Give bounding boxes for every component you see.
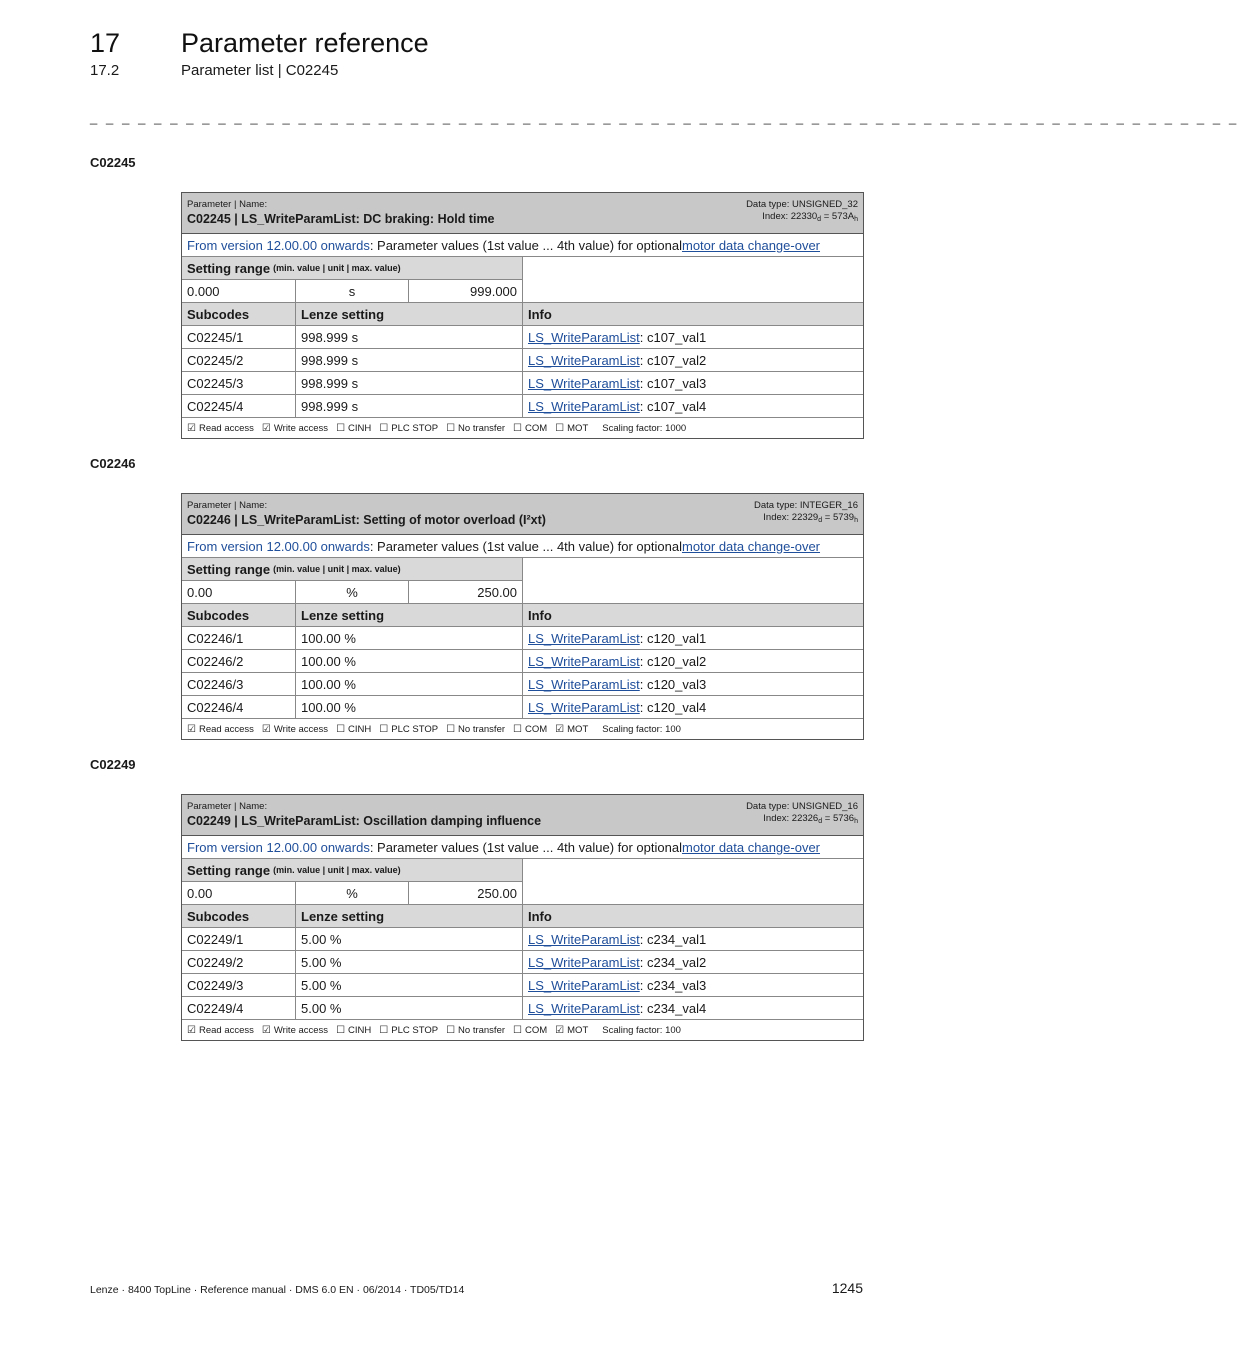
param-name: C02246 | LS_WriteParamList: Setting of motor overload (I²xt) [187, 513, 546, 527]
subcode: C02249/2 [182, 951, 296, 973]
unchecked-box-icon: ☐ [379, 723, 389, 735]
table-row [182, 696, 863, 719]
table-header [182, 193, 863, 234]
unchecked-box-icon: ☐ [513, 422, 522, 434]
info-cell [523, 395, 863, 417]
flag-plc-stop: ☐ PLC STOP [379, 723, 439, 735]
unchecked-box-icon: ☐ [379, 422, 389, 434]
info-text: : c107_val1 [639, 329, 707, 345]
subcode: C02249/4 [182, 997, 296, 1019]
subcode: C02249/3 [182, 974, 296, 996]
checked-box-icon: ☑ [261, 422, 271, 434]
flag-plc-stop: ☐ PLC STOP [379, 422, 439, 434]
info-cell [523, 951, 863, 973]
lenze-setting: 998.999 s [296, 326, 523, 348]
table-row [182, 673, 863, 696]
flag-mot: ☐ MOT [555, 422, 589, 434]
table-row [182, 928, 863, 951]
flag-mot: ☑ MOT [555, 723, 589, 735]
info-cell [523, 349, 863, 371]
data-type-index [746, 801, 858, 828]
flag-no-transfer: ☐ No transfer [446, 1024, 506, 1036]
data-type-index [754, 500, 858, 527]
checked-box-icon: ☑ [555, 723, 565, 735]
data-type-index [746, 199, 858, 226]
unchecked-box-icon: ☐ [446, 422, 456, 434]
flag-no-transfer: ☐ No transfer [446, 723, 506, 735]
version-text: : Parameter values (1st value ... 4th value) for optional [369, 538, 682, 554]
range-min: 0.00 [182, 581, 296, 603]
subcode: C02246/1 [182, 627, 296, 649]
setting-range-header: Setting range (min. value | unit | max. value) [182, 558, 522, 581]
range-unit: % [296, 882, 410, 904]
info-text: : c120_val2 [639, 653, 707, 669]
info-link[interactable]: LS_WriteParamList [528, 398, 640, 414]
flag-read-access: ☑ Read access [187, 723, 254, 735]
info-text: : c107_val4 [639, 398, 707, 414]
flag-mot: ☑ MOT [555, 1024, 589, 1036]
subcode: C02246/2 [182, 650, 296, 672]
setting-range-header: Setting range (min. value | unit | max. value) [182, 257, 522, 280]
unchecked-box-icon: ☐ [513, 1024, 522, 1036]
version-link[interactable]: From version 12.00.00 onwards [187, 839, 370, 855]
info-text: : c234_val3 [639, 977, 707, 993]
index: Index: $22326_d = 5736_h$ [763, 813, 858, 825]
info-cell [523, 650, 863, 672]
lenze-setting: 998.999 s [296, 372, 523, 394]
lenze-setting: 100.00 % [296, 650, 523, 672]
table-row [182, 951, 863, 974]
info-text: : c234_val4 [639, 1000, 707, 1016]
subcode-header: Subcodes Lenze setting Info [182, 604, 863, 627]
info-link[interactable]: LS_WriteParamList [528, 352, 640, 368]
flag-plc-stop: ☐ PLC STOP [379, 1024, 439, 1036]
unchecked-box-icon: ☐ [336, 723, 346, 735]
param-name: C02245 | LS_WriteParamList: DC braking: Hold time [187, 212, 495, 226]
table-row [182, 974, 863, 997]
info-text: : c234_val1 [639, 931, 707, 947]
parameter-heading: C02249 [90, 757, 136, 772]
lenze-setting: 5.00 % [296, 974, 523, 996]
flag-com: ☐ COM [513, 1024, 548, 1036]
flag-write-access: ☑ Write access [261, 1024, 329, 1036]
setting-range [182, 859, 863, 905]
table-row [182, 650, 863, 673]
chapter-number: 17 [90, 28, 121, 58]
info-cell [523, 696, 863, 718]
range-max: 999.000 [470, 283, 518, 299]
lenze-setting: 5.00 % [296, 928, 523, 950]
info-link[interactable]: LS_WriteParamList [528, 630, 640, 646]
version-note [182, 535, 863, 558]
lenze-setting: 100.00 % [296, 696, 523, 718]
checked-box-icon: ☑ [187, 1024, 196, 1036]
flag-write-access: ☑ Write access [261, 723, 329, 735]
unchecked-box-icon: ☐ [336, 1024, 346, 1036]
subcode: C02245/2 [182, 349, 296, 371]
parameter-table [181, 794, 864, 1041]
range-unit: s [296, 280, 410, 302]
lenze-setting: 998.999 s [296, 349, 523, 371]
dashed-rule: _ _ _ _ _ _ _ _ _ _ _ _ _ _ _ _ _ _ _ _ _ _ _ _ _ _ _ _ _ _ _ _ _ _ _ _ _ _ _ _ _ _ _ _ _ _ _ _ _ _ _ _ _ _ _ _ _ _ _ _ _ _ _ _ _ _ _ _ _ _ _ _ [90, 110, 1239, 125]
checked-box-icon: ☑ [187, 422, 196, 434]
info-cell [523, 997, 863, 1019]
unchecked-box-icon: ☐ [446, 1024, 456, 1036]
param-name: C02249 | LS_WriteParamList: Oscillation damping influence [187, 814, 542, 828]
info-text: : c234_val2 [639, 954, 707, 970]
setting-range-header: Setting range (min. value | unit | max. value) [182, 859, 522, 882]
motor-data-link[interactable]: motor data change-over [681, 538, 821, 554]
version-text: : Parameter values (1st value ... 4th value) for optional [369, 839, 682, 855]
info-cell [523, 928, 863, 950]
version-link[interactable]: From version 12.00.00 onwards [187, 237, 370, 253]
info-cell [523, 372, 863, 394]
flag-com: ☐ COM [513, 723, 548, 735]
flag-no-transfer: ☐ No transfer [446, 422, 506, 434]
info-link[interactable]: LS_WriteParamList [528, 375, 640, 391]
info-link[interactable]: LS_WriteParamList [528, 931, 640, 947]
motor-data-link[interactable]: motor data change-over [681, 839, 821, 855]
subcode: C02245/1 [182, 326, 296, 348]
parameter-heading: C02246 [90, 456, 136, 471]
table-row [182, 349, 863, 372]
info-link[interactable]: LS_WriteParamList [528, 699, 640, 715]
checked-box-icon: ☑ [187, 723, 196, 735]
lenze-setting: 100.00 % [296, 627, 523, 649]
subcode: C02246/3 [182, 673, 296, 695]
table-row [182, 372, 863, 395]
lenze-setting: 5.00 % [296, 997, 523, 1019]
flag-read-access: ☑ Read access [187, 1024, 254, 1036]
lenze-setting: 5.00 % [296, 951, 523, 973]
data-type: Data type: UNSIGNED_32 [746, 199, 858, 210]
lenze-setting: 100.00 % [296, 673, 523, 695]
info-cell [523, 673, 863, 695]
data-type: Data type: UNSIGNED_16 [746, 801, 858, 812]
range-min: 0.000 [182, 280, 296, 302]
version-note [182, 836, 863, 859]
info-text: : c120_val3 [639, 676, 707, 692]
parameter-table [181, 493, 864, 740]
table-header [182, 795, 863, 836]
range-max: 250.00 [477, 584, 518, 600]
flag-cinh: ☐ CINH [336, 723, 372, 735]
scaling-factor: Scaling factor: 1000 [602, 422, 687, 434]
motor-data-link[interactable]: motor data change-over [681, 237, 821, 253]
param-name-label: Parameter | Name: [187, 500, 268, 511]
index: Index: $22330_d = 573A_h$ [762, 211, 858, 223]
range-unit: % [296, 581, 410, 603]
info-link[interactable]: LS_WriteParamList [528, 329, 640, 345]
access-flags [182, 418, 863, 438]
flag-com: ☐ COM [513, 422, 548, 434]
parameter-table [181, 192, 864, 439]
access-flags [182, 1020, 863, 1040]
info-text: : c107_val3 [639, 375, 707, 391]
access-flags [182, 719, 863, 739]
info-cell [523, 627, 863, 649]
info-cell [523, 326, 863, 348]
section-number: 17.2 [90, 62, 120, 79]
checked-box-icon: ☑ [261, 723, 271, 735]
footer-text: Lenze · 8400 TopLine · Reference manual · DMS 6.0 EN · 06/2014 · TD05/TD14 [90, 1284, 465, 1296]
param-name-label: Parameter | Name: [187, 199, 268, 210]
page-number: 1245 [831, 1280, 863, 1296]
table-row [182, 627, 863, 650]
checked-box-icon: ☑ [555, 1024, 565, 1036]
info-link[interactable]: LS_WriteParamList [528, 1000, 640, 1016]
setting-range [182, 558, 863, 604]
section-title: Parameter list | C02245 [181, 62, 339, 79]
subcode-header: Subcodes Lenze setting Info [182, 303, 863, 326]
index: Index: $22329_d = 5739_h$ [763, 512, 858, 524]
chapter-title: Parameter reference [181, 28, 429, 58]
table-row [182, 326, 863, 349]
version-text: : Parameter values (1st value ... 4th value) for optional [369, 237, 682, 253]
table-row [182, 997, 863, 1020]
unchecked-box-icon: ☐ [336, 422, 346, 434]
param-name-label: Parameter | Name: [187, 801, 268, 812]
lenze-setting: 998.999 s [296, 395, 523, 417]
info-cell [523, 974, 863, 996]
scaling-factor: Scaling factor: 100 [602, 723, 681, 735]
unchecked-box-icon: ☐ [446, 723, 456, 735]
parameter-heading: C02245 [90, 155, 136, 170]
subcode-header: Subcodes Lenze setting Info [182, 905, 863, 928]
range-min: 0.00 [182, 882, 296, 904]
version-link[interactable]: From version 12.00.00 onwards [187, 538, 370, 554]
table-row [182, 395, 863, 418]
subcode: C02245/3 [182, 372, 296, 394]
version-note [182, 234, 863, 257]
info-link[interactable]: LS_WriteParamList [528, 676, 640, 692]
flag-cinh: ☐ CINH [336, 422, 372, 434]
scaling-factor: Scaling factor: 100 [602, 1024, 681, 1036]
range-max: 250.00 [477, 885, 518, 901]
subcode: C02249/1 [182, 928, 296, 950]
info-text: : c120_val1 [639, 630, 707, 646]
setting-range [182, 257, 863, 303]
info-text: : c120_val4 [639, 699, 707, 715]
flag-cinh: ☐ CINH [336, 1024, 372, 1036]
table-header [182, 494, 863, 535]
flag-write-access: ☑ Write access [261, 422, 329, 434]
subcode: C02245/4 [182, 395, 296, 417]
unchecked-box-icon: ☐ [555, 422, 565, 434]
info-text: : c107_val2 [639, 352, 707, 368]
info-link[interactable]: LS_WriteParamList [528, 977, 640, 993]
subcode: C02246/4 [182, 696, 296, 718]
checked-box-icon: ☑ [261, 1024, 271, 1036]
unchecked-box-icon: ☐ [379, 1024, 389, 1036]
flag-read-access: ☑ Read access [187, 422, 254, 434]
info-link[interactable]: LS_WriteParamList [528, 653, 640, 669]
info-link[interactable]: LS_WriteParamList [528, 954, 640, 970]
data-type: Data type: INTEGER_16 [753, 500, 858, 511]
unchecked-box-icon: ☐ [513, 723, 522, 735]
